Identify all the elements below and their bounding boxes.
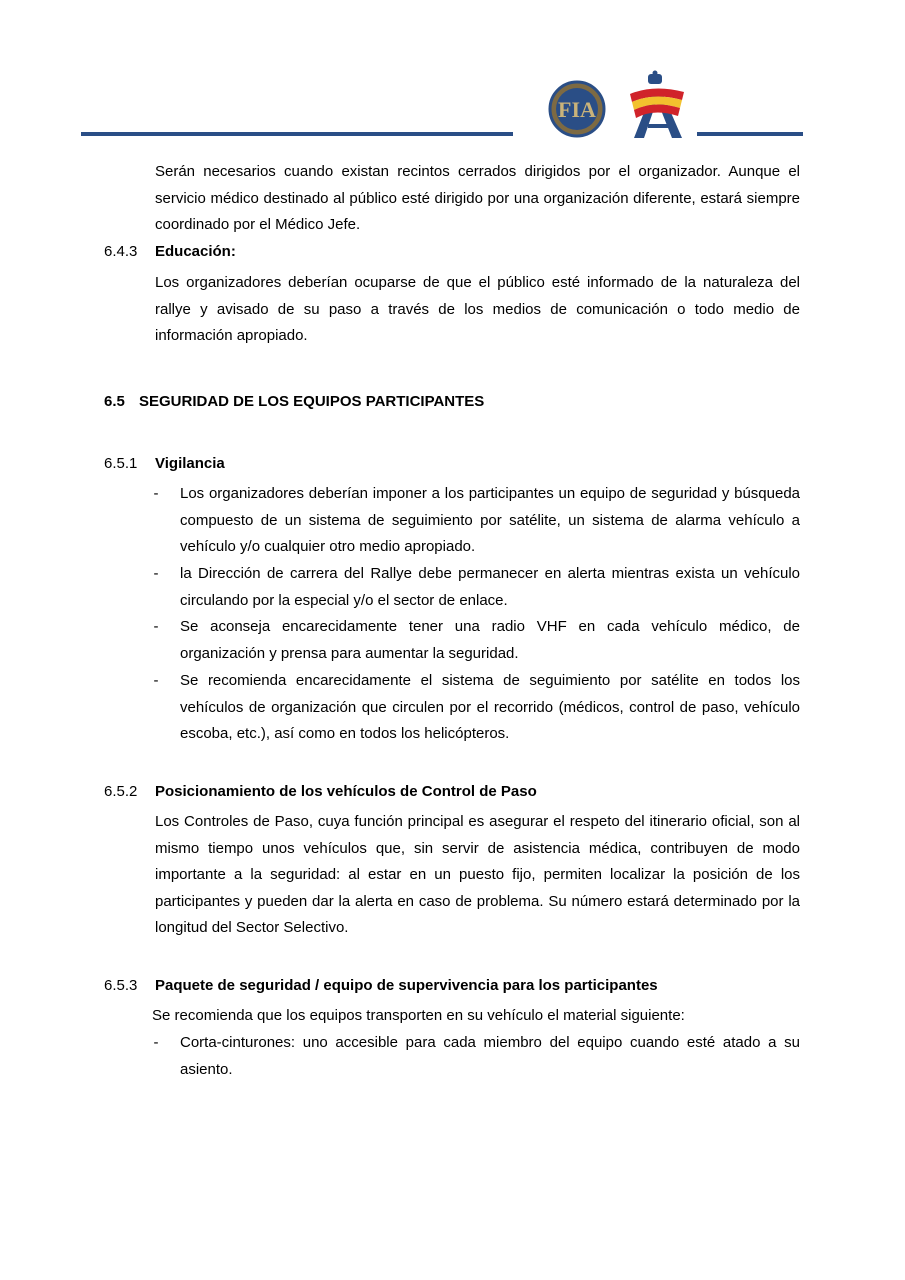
intro-paragraph: Serán necesarios cuando existan recintos cerrados dirigidos por el organizador. Aunque el servicio médico destinado al público esté dirigido por una organización diferente, estará siempre coordinado por el Médico Jefe. <box>155 163 800 234</box>
section-number-6-5-2: 6.5.2 <box>104 783 138 800</box>
paquete-intro: Se recomienda que los equipos transporten en su vehículo el material siguiente: <box>152 1007 685 1024</box>
bullet-dash: - <box>153 672 159 689</box>
bullet-dash: - <box>153 485 159 502</box>
section-number-6-5-3: 6.5.3 <box>104 977 138 994</box>
section-title-educacion: Educación: <box>155 243 236 260</box>
section-number-6-4-3: 6.4.3 <box>104 243 138 260</box>
list-item: - Se aconseja encarecidamente tener una radio VHF en cada vehículo médico, de organización y prensa para aumentar la seguridad. <box>150 614 800 667</box>
list-item: - Los organizadores deberían imponer a los participantes un equipo de seguridad y búsqueda compuesto de un sistema de seguimiento por satélite, un sistema de alarma vehículo a vehículo y/o cualquier otro medio apropiado. <box>150 481 800 561</box>
list-item: - Se recomienda encarecidamente el sistema de seguimiento por satélite en todos los vehículos de organización que circulen por el recorrido (médicos, control de paso, vehículo escoba, etc.), así como en todos los helicópteros. <box>150 668 800 748</box>
bullet-dash: - <box>153 565 159 582</box>
svg-text:FIA: FIA <box>558 97 596 122</box>
bullet-dash: - <box>153 618 159 635</box>
header-rule-left <box>81 132 513 136</box>
section-title-paquete-seguridad: Paquete de seguridad / equipo de supervivencia para los participantes <box>155 977 658 994</box>
section-number-6-5: 6.5 <box>104 393 125 410</box>
header-rule-right <box>697 132 803 136</box>
section-title-posicionamiento: Posicionamiento de los vehículos de Control de Paso <box>155 783 537 800</box>
section-heading-6-5 <box>104 393 484 410</box>
list-item: - Corta-cinturones: uno accesible para cada miembro del equipo cuando esté atado a su asiento. <box>150 1030 800 1083</box>
posicionamiento-paragraph: Los Controles de Paso, cuya función principal es asegurar el respeto del itinerario oficial, son al mismo tiempo unos vehículos que, sin servir de asistencia médica, contribuyen de modo importante a la seguridad: al estar en un puesto fijo, permiten localizar la posición de los participantes y pueden dar la alerta en caso de problema. Su número estará determinado por la longitud del Sector Selectivo. <box>155 813 800 937</box>
list-item: - la Dirección de carrera del Rallye debe permanecer en alerta mientras exista un vehículo circulando por la especial y/o el sector de enlace. <box>150 561 800 614</box>
bullet-dash: - <box>153 1034 159 1051</box>
section-number-6-5-1: 6.5.1 <box>104 455 138 472</box>
fia-logo <box>537 80 617 138</box>
rfeda-logo <box>626 70 688 140</box>
section-title-vigilancia: Vigilancia <box>155 455 225 472</box>
educacion-paragraph: Los organizadores deberían ocuparse de que el público esté informado de la naturaleza del rallye y avisado de su paso a través de los medios de comunicación o todo medio de información apropiado. <box>155 274 800 345</box>
section-title-seguridad: SEGURIDAD DE LOS EQUIPOS PARTICIPANTES <box>139 393 485 410</box>
